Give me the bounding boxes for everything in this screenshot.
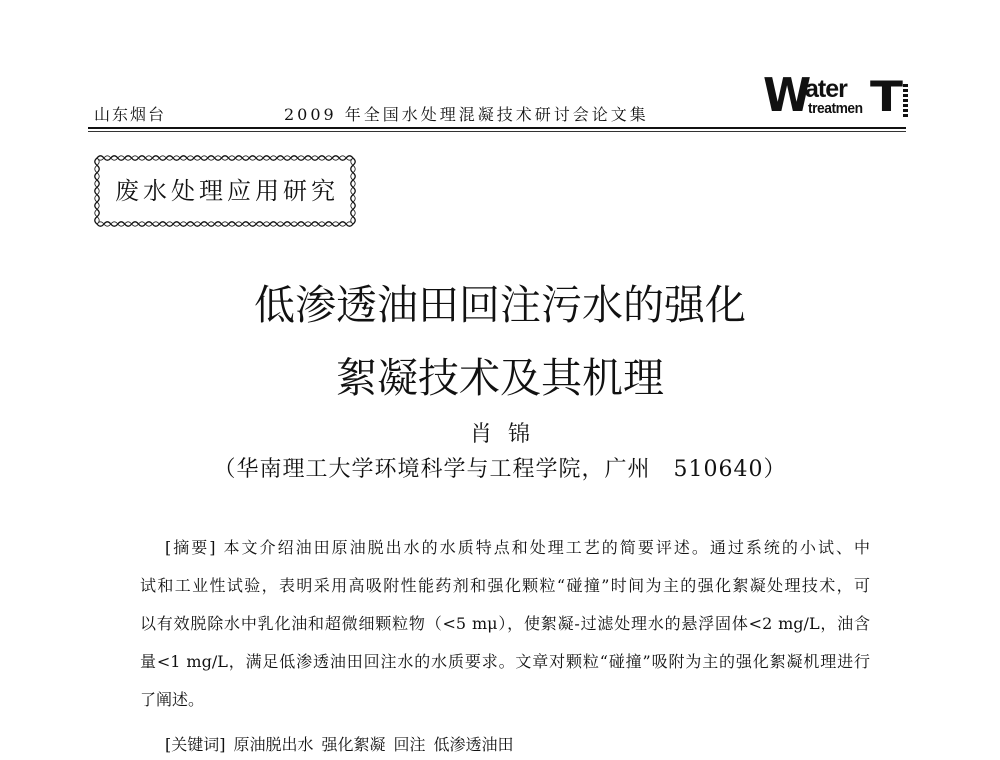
- keyword: 强化絮凝: [321, 735, 386, 754]
- abstract-line: 试和工业性试验，表明采用高吸附性能药剂和强化颗粒“碰撞”时间为主的强化絮凝处理技术，可: [140, 576, 870, 595]
- keywords-label: [关键词]: [165, 735, 226, 754]
- abstract-line: 了阐述。: [140, 690, 205, 709]
- journal-logo: [763, 68, 909, 124]
- abstract-line: 量<1 mg/L，满足低渗透油田回注水的水质要求。文章对颗粒“碰撞”吸附为主的强化絮凝机理进行: [140, 652, 870, 671]
- header-rule-thin: [88, 131, 906, 132]
- keyword: 回注: [393, 735, 426, 754]
- abstract-text: 本文介绍油田原油脱出水的水质特点和处理工艺的简要评述。通过系统的小试、中: [221, 538, 870, 557]
- logo-side-mark: [903, 84, 908, 118]
- keyword: 原油脱出水: [233, 735, 314, 754]
- logo-letter-w: W: [763, 68, 810, 122]
- author-name: 肖锦: [469, 422, 546, 447]
- header-proceedings-title: 2009 年全国水处理混凝技术研讨会论文集: [284, 105, 649, 124]
- paper-title-line-2: 絮凝技术及其机理: [336, 354, 664, 402]
- abstract-label: [摘要]: [165, 538, 216, 557]
- abstract-line: 以有效脱除水中乳化油和超微细颗粒物（<5 mμ），使絮凝-过滤处理水的悬浮固体<2 mg/L，油含: [140, 614, 870, 633]
- keyword: 低渗透油田: [433, 735, 514, 754]
- abstract: [140, 529, 870, 719]
- section-box: [93, 154, 357, 228]
- abstract-line: [140, 529, 870, 567]
- keywords: [165, 733, 514, 757]
- header-location: 山东烟台: [94, 105, 167, 124]
- header-rule: [88, 127, 906, 129]
- section-label: 废水处理应用研究: [115, 177, 339, 205]
- logo-word-bottom: treatmen: [808, 100, 863, 117]
- author-affiliation: （华南理工大学环境科学与工程学院，广州 510640）: [213, 457, 787, 482]
- logo-letter-t: T: [870, 72, 903, 121]
- logo-word-top: ater: [805, 75, 847, 103]
- paper-title-line-1: 低渗透油田回注污水的强化: [254, 281, 746, 329]
